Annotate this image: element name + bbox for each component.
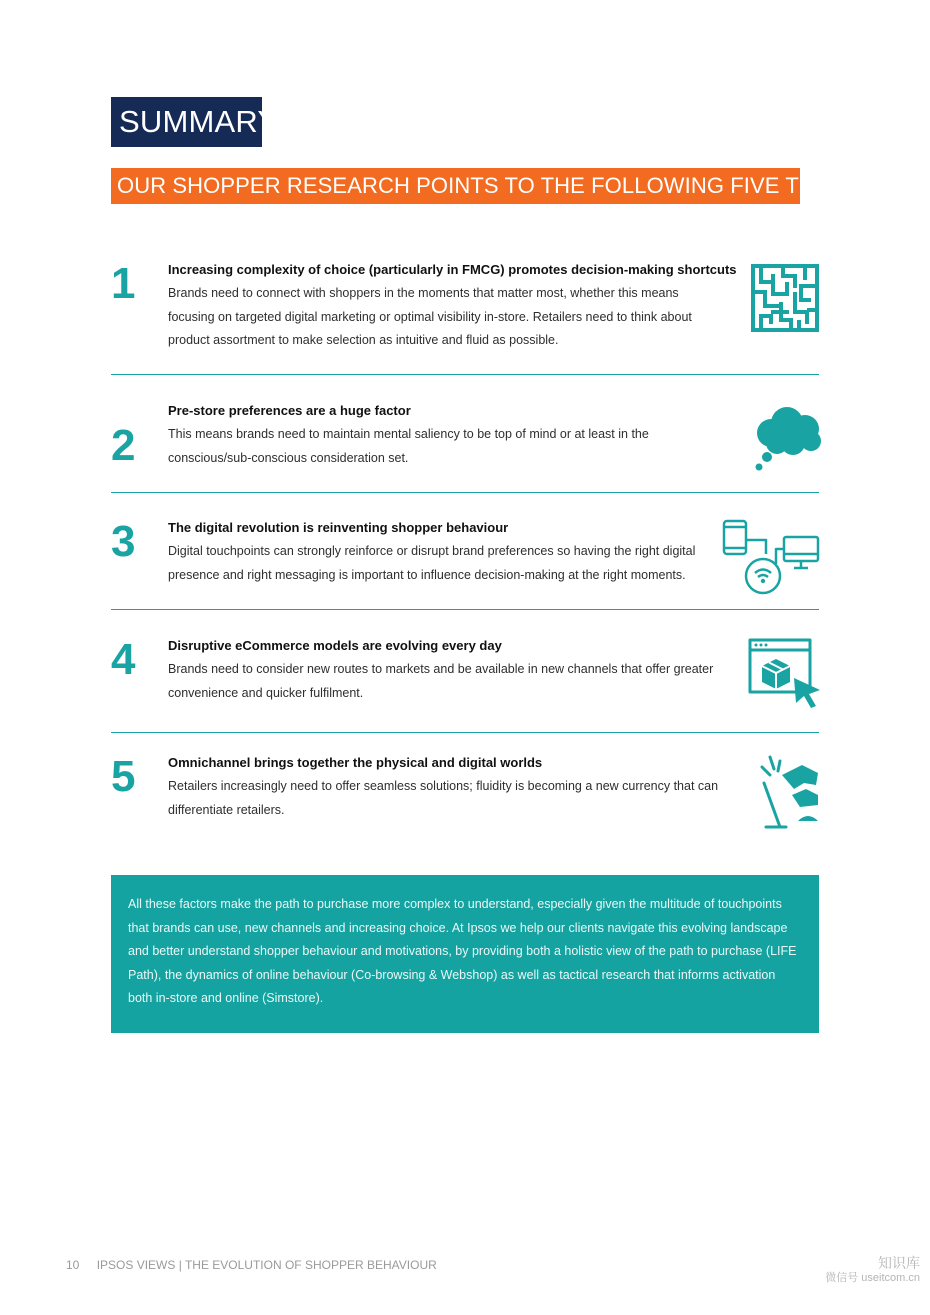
trend-number: 2 [111, 421, 136, 470]
trend-body: Retailers increasingly need to offer seamless solutions; fluidity is becoming a new currency that can differentiate retailers. [168, 779, 719, 817]
omnichannel-icon [760, 755, 822, 831]
trend-title: Pre-store preferences are a huge factor [168, 403, 411, 418]
connected-devices-icon [722, 518, 820, 596]
summary-heading: SUMMARY [111, 97, 262, 147]
trend-title: The digital revolution is reinventing shopper behaviour [168, 520, 509, 535]
watermark [825, 1256, 920, 1286]
divider [111, 492, 819, 493]
trend-number: 3 [111, 517, 136, 566]
trend-number: 5 [111, 752, 136, 801]
conclusion-box [111, 875, 819, 1033]
trend-body: This means brands need to maintain mental saliency to be top of mind or at least in the conscious/sub-conscious consideration set. [168, 427, 649, 465]
trend-body: Digital touchpoints can strongly reinforce or disrupt brand preferences so having the right digital presence and right messaging is important to influence decision-making at the right moments. [168, 544, 696, 582]
page-number: 10 [66, 1258, 80, 1272]
trend-text [168, 519, 728, 587]
maze-icon [751, 264, 819, 332]
trend-text [168, 754, 728, 822]
trend-text [168, 261, 737, 353]
trend-text [168, 637, 728, 705]
thought-cloud-icon [753, 405, 823, 473]
page-footer [66, 1258, 437, 1272]
online-shopping-icon [748, 638, 822, 710]
trend-text [168, 402, 728, 470]
trends-banner: OUR SHOPPER RESEARCH POINTS TO THE FOLLOWING FIVE TRENDS: [111, 168, 800, 204]
trend-number: 1 [111, 259, 136, 308]
trend-body: Brands need to consider new routes to markets and be available in new channels that offer greater convenience and quicker fulfilment. [168, 662, 714, 700]
trend-title: Increasing complexity of choice (particularly in FMCG) promotes decision-making shortcuts [168, 262, 737, 277]
trend-title: Omnichannel brings together the physical and digital worlds [168, 755, 543, 770]
trend-number: 4 [111, 635, 136, 684]
conclusion-text: All these factors make the path to purchase more complex to understand, especially given the multitude of touchpoints that brands can use, new channels and increasing choice. At Ipsos we help our clients navigate this evolving landscape and better understand shopper behaviour and motivations, by providing both a holistic view of the path to purchase (LIFE Path), the dynamics of online behaviour (Co-browsing & Webshop) as well as tactical research that informs activation both in-store and online (Simstore). [128, 897, 797, 1005]
divider [111, 374, 819, 375]
watermark-id: 微信号 useitcom.cn [825, 1272, 920, 1284]
watermark-logo-text: 知识库 [878, 1255, 920, 1271]
trend-title: Disruptive eCommerce models are evolving every day [168, 638, 502, 653]
running-title: IPSOS VIEWS | THE EVOLUTION OF SHOPPER BEHAVIOUR [96, 1258, 437, 1272]
divider [111, 732, 819, 733]
trend-body: Brands need to connect with shoppers in the moments that matter most, whether this means focusing on targeted digital marketing or optimal visibility in-store. Retailers need to think about product assortment to make selection as intuitive and fluid as possible. [168, 286, 692, 347]
divider [111, 609, 819, 610]
